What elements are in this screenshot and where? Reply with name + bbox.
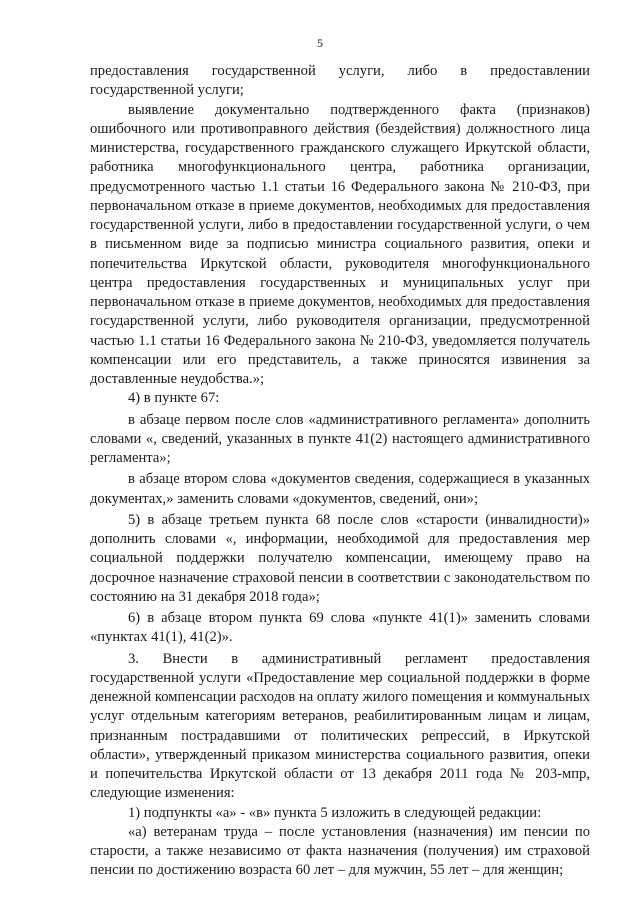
paragraph: 6) в абзаце втором пункта 69 слова «пункте 41(1)» заменить словами «пунктах 41(1), 41(2)». <box>90 610 590 646</box>
paragraph: выявление документально подтвержденного факта (признаков) ошибочного или противоправного действия (бездействия) должностного лица министерства, государственного гражданского служащего Иркутской области, работника многофункционального центра, работника организации, предусмотренного частью 1.1 статьи 16 Федерального закона № 210-ФЗ, при первоначальном отказе в приеме документов, необходимых для предоставления государственной услуги, либо в предоставлении государственной услуги, о чем в письменном виде за подписью министра социального развития, опеки и попечительства Иркутской области, руководителя многофункционального центра предоставления государственных и муниципальных услуг при первоначальном отказе в приеме документов, необходимых для предоставления государственной услуги, либо руководителя организации, предусмотренной частью 1.1 статьи 16 Федерального закона № 210-ФЗ, уведомляется получатель компенсации или его представитель, а также приносятся извинения за доставленные неудобства.»; <box>90 101 590 387</box>
paragraph: 1) подпункты «а» - «в» пункта 5 изложить в следующей редакции: <box>128 804 542 821</box>
paragraph: в абзаце втором слова «документов сведения, содержащиеся в указанных документах,» заменить словами «документов, сведений, они»; <box>90 471 590 507</box>
paragraph: предоставления государственной услуги, либо в предоставлении государственной услуги; <box>90 63 590 99</box>
paragraph: «а) ветеранам труда – после установления (назначения) им пенсии по старости, а также независимо от факта назначения (получения) им страховой пенсии по достижению возраста 60 лет – для мужчин, 55 лет – для женщин; <box>90 823 590 879</box>
paragraph: 4) в пункте 67: <box>128 390 220 407</box>
paragraph: в абзаце первом после слов «административного регламента» дополнить словами «, сведений, указанных в пункте 41(2) настоящего административного регламента»; <box>90 411 590 466</box>
page-number: 5 <box>317 36 323 50</box>
paragraph: 5) в абзаце третьем пункта 68 после слов «старости (инвалидности)» дополнить словами «, информации, необходимой для предоставления мер социальной поддержки получателю компенсации, имеющему право на досрочное назначение страховой пенсии в соответствии с законодательством по состоянию на 31 декабря 2018 года»; <box>90 511 590 605</box>
paragraph: 3. Внести в административный регламент предоставления государственной услуги «Предоставление мер социальной поддержки в форме денежной компенсации расходов на оплату жилого помещения и коммунальных услуг отдельным категориям ветеранов, реабилитированным лицам и лицам, признанным пострадавшими от политических репрессий, в Иркутской области», утвержденный приказом министерства социального развития, опеки и попечительства Иркутской области от 13 декабря 2011 года № 203-мпр, следующие изменения: <box>90 650 590 802</box>
document-body <box>90 62 590 881</box>
